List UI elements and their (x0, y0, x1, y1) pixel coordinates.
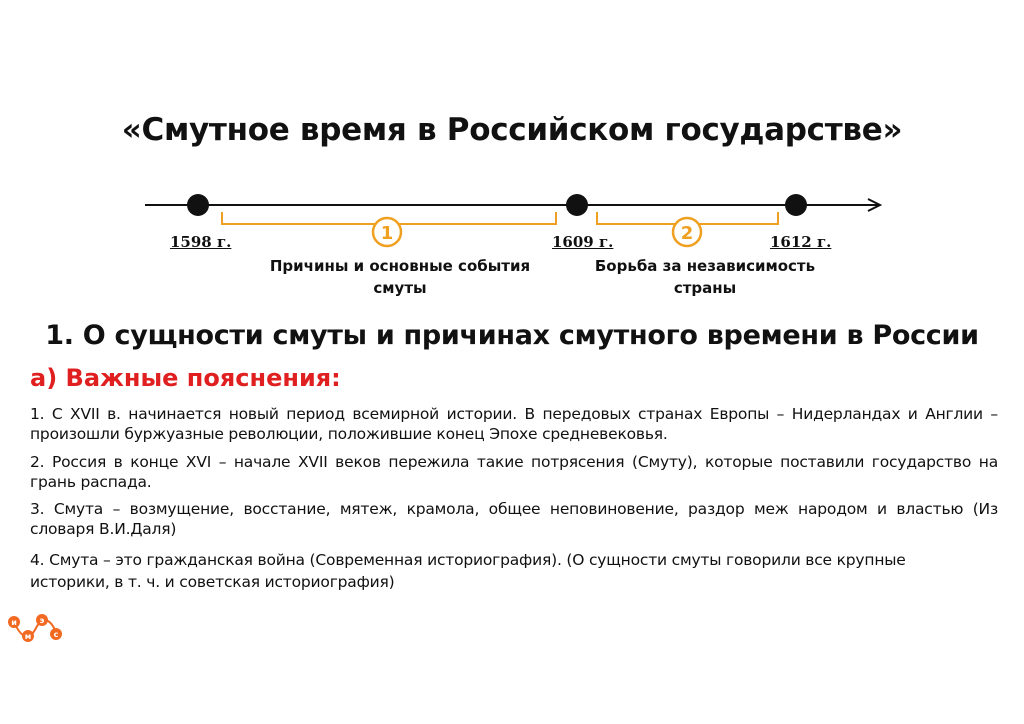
logo-letter-4: с (53, 630, 59, 639)
timeline-point-1612 (785, 194, 807, 216)
page-title: «Смутное время в Российском государстве» (121, 112, 903, 148)
timeline-point-1598 (187, 194, 209, 216)
period-1-number: 1 (380, 223, 394, 244)
timeline-point-1609 (566, 194, 588, 216)
period-2-caption-line1: Борьба за независимость (594, 257, 816, 275)
date-1609: 1609 г. (552, 233, 614, 251)
subheading: а) Важные пояснения: (30, 364, 341, 392)
paragraph-1: 1. С XVII в. начинается новый период всемирной истории. В передовых странах Европы – Нидерландах и Англии – произошли буржуазные революции, положившие конец Эпохе средневековья. (30, 405, 998, 443)
date-1598: 1598 г. (170, 233, 232, 251)
logo-letter-2: м (24, 632, 32, 641)
period-2-caption (560, 255, 850, 299)
paragraph-4: 4. Смута – это гражданская война (Современная историография). (О сущности смуты говорили все крупные историки, в т. ч. и советская историография) (30, 551, 906, 591)
imes-logo (8, 612, 64, 646)
period-2-number: 2 (680, 223, 694, 244)
logo-letter-1: и (11, 618, 17, 627)
period-2-caption-line2: страны (673, 279, 737, 297)
section-heading: 1. О сущности смуты и причинах смутного времени в России (45, 320, 979, 351)
logo-letter-3: э (39, 616, 45, 625)
period-1-caption-line1: Причины и основные события (269, 257, 531, 275)
logo-curve (14, 620, 56, 636)
period-1-caption (240, 255, 560, 299)
date-1612: 1612 г. (770, 233, 832, 251)
period-1-caption-line2: смуты (373, 279, 427, 297)
paragraph-3: 3. Смута – возмущение, восстание, мятеж, крамола, общее неповиновение, раздор меж народом и властью (Из словаря В.И.Даля) (30, 500, 998, 538)
paragraph-2: 2. Россия в конце XVI – начале XVII веков пережила такие потрясения (Смуту), которые поставили государство на грань распада. (30, 453, 998, 491)
